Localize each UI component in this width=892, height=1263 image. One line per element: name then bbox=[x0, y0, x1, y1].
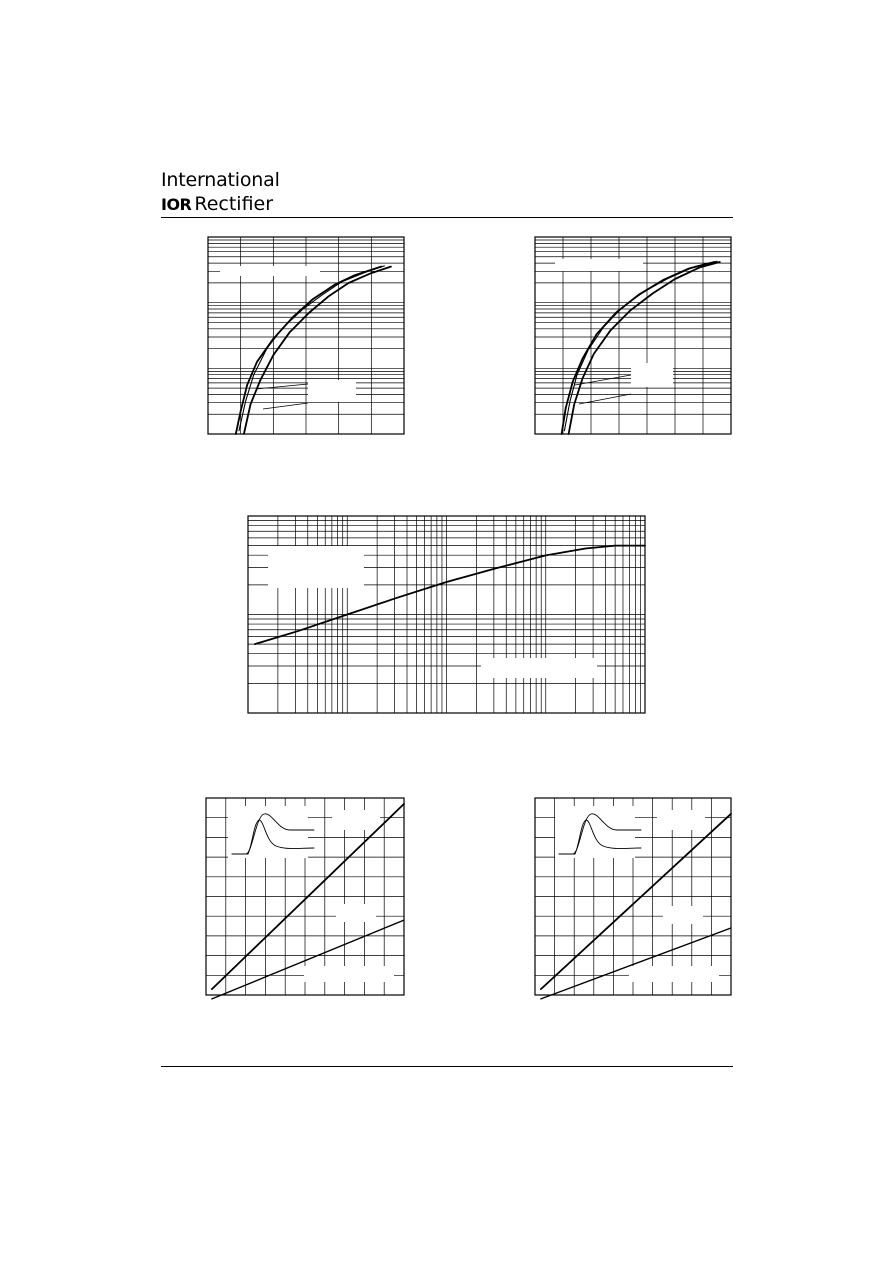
label-box bbox=[308, 380, 356, 402]
label-box bbox=[555, 259, 643, 271]
company-name-line1: International bbox=[161, 169, 280, 191]
data-series-curve-c bbox=[564, 261, 717, 430]
header-rule bbox=[161, 217, 733, 218]
data-series-lower bbox=[212, 920, 404, 999]
company-name-rectifier: Rectifier bbox=[194, 193, 274, 215]
label-box bbox=[657, 810, 705, 830]
forward-characteristic-chart-right bbox=[535, 237, 731, 434]
waveform-inset-box bbox=[228, 806, 308, 858]
label-box bbox=[268, 546, 364, 588]
label-box bbox=[304, 966, 394, 982]
thermal-impedance-chart bbox=[248, 516, 645, 713]
data-series-curve-a bbox=[236, 267, 381, 434]
label-box bbox=[220, 266, 320, 276]
switching-chart-right bbox=[535, 798, 731, 995]
label-box bbox=[631, 363, 673, 387]
label-box bbox=[663, 906, 703, 924]
switching-chart-left bbox=[206, 798, 404, 995]
leader-line bbox=[263, 403, 308, 409]
label-box bbox=[336, 904, 376, 922]
label-box bbox=[629, 966, 719, 982]
label-box bbox=[481, 658, 597, 678]
footer-rule bbox=[161, 1066, 733, 1067]
waveform-inset-box bbox=[555, 806, 635, 858]
ior-logo-mark: IOR bbox=[161, 195, 192, 214]
forward-characteristic-chart-left bbox=[208, 237, 404, 434]
data-series-curve-a bbox=[562, 262, 715, 434]
company-name-line2 bbox=[161, 193, 273, 216]
label-box bbox=[332, 810, 380, 830]
